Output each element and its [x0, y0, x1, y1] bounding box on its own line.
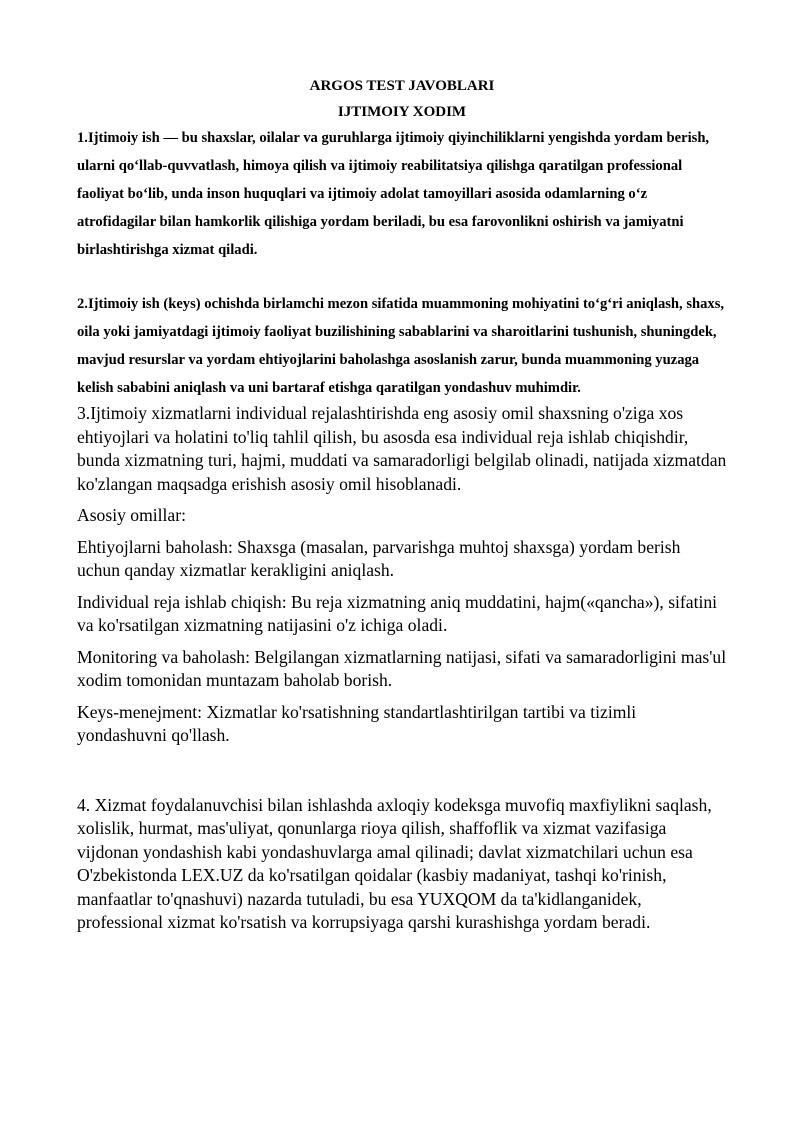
- answer-1-paragraph: 1.Ijtimoiy ish — bu shaxslar, oilalar va guruhlarga ijtimoiy qiyinchiliklarni yengishda yordam berish, ularni qo‘llab-quvvatlash, himoya qilish va ijtimoiy reabilitatsiya qilishga qaratilgan professional faoliyat bo‘lib, unda inson huquqlari va ijtimoiy adolat tamoyillari asosida odamlarning o‘z atrofidagilar bilan hamkorlik qilishiga yordam beriladi, bu esa farovonlikni oshirish va jamiyatni birlashtirishga xizmat qiladi.: [77, 130, 710, 258]
- answer-4-paragraph: 4. Xizmat foydalanuvchisi bilan ishlashda axloqiy kodeksga muvofiq maxfiylikni saqlash, xolislik, hurmat, mas'uliyat, qonunlarga rioya qilish, shaffoflik va xizmat vazifasiga vijdonan yondashish kabi yondashuvlarga amal qilinadi; davlat xizmatchilari uchun esa O'zbekistonda LEX.UZ da ko'rsatilgan qoidalar (kasbiy madaniyat, tashqi ko'rinish, manfaatlar to'qnashuvi) nazarda tutuladi, bu esa YUXQOM da ta'kidlanganidek, professional xizmat ko'rsatish va korrupsiyaga qarshi kurashishga yordam beradi.: [77, 794, 712, 932]
- document-subtitle: IJTIMOIY XODIM: [337, 104, 467, 120]
- factor-case-management: Keys-menejment: Xizmatlar ko'rsatishning standartlashtirilgan tartibi va tizimli yondashuvni qo'llash.: [77, 701, 637, 745]
- factor-individual-plan: Individual reja ishlab chiqish: Bu reja xizmatning aniq muddatini, hajm(«qancha»), sifatini va ko'rsatilgan xizmatning natijasini o'z ichiga oladi.: [77, 591, 718, 635]
- factors-heading: Asosiy omillar:: [77, 505, 186, 525]
- answer-3-paragraph: 3.Ijtimoiy xizmatlarni individual rejalashtirishda eng asosiy omil shaxsning o'ziga xos ehtiyojlari va holatini to'liq tahlil qilish, bu asosda esa individual reja ishlab chiqishdir, bunda xizmatning turi, hajmi, muddati va samaradorligi belgilab olinadi, natijada xizmatdan ko'zlangan maqsadga erishish asosiy omil hisoblanadi.: [77, 403, 727, 494]
- document-page: [77, 76, 727, 935]
- document-title: ARGOS TEST JAVOBLARI: [309, 78, 495, 94]
- factor-needs-assessment: Ehtiyojlarni baholash: Shaxsga (masalan, parvarishga muhtoj shaxsga) yordam berish uchun qanday xizmatlar kerakligini aniqlash.: [77, 536, 681, 580]
- factor-monitoring: Monitoring va baholash: Belgilangan xizmatlarning natijasi, sifati va samaradorligini mas'ul xodim tomonidan muntazam baholab borish.: [77, 646, 727, 690]
- answer-2-paragraph: 2.Ijtimoiy ish (keys) ochishda birlamchi mezon sifatida muammoning mohiyatini to‘g‘ri aniqlash, shaxs, oila yoki jamiyatdagi ijtimoiy faoliyat buzilishining sabablarini va sharoitlarini tushunish, shuningdek, mavjud resurslar va yordam ehtiyojlarini baholashga asoslanish zarur, bunda muammoning yuzaga kelish sababini aniqlash va uni bartaraf etishga qaratilgan yondashuv muhimdir.: [77, 296, 725, 396]
